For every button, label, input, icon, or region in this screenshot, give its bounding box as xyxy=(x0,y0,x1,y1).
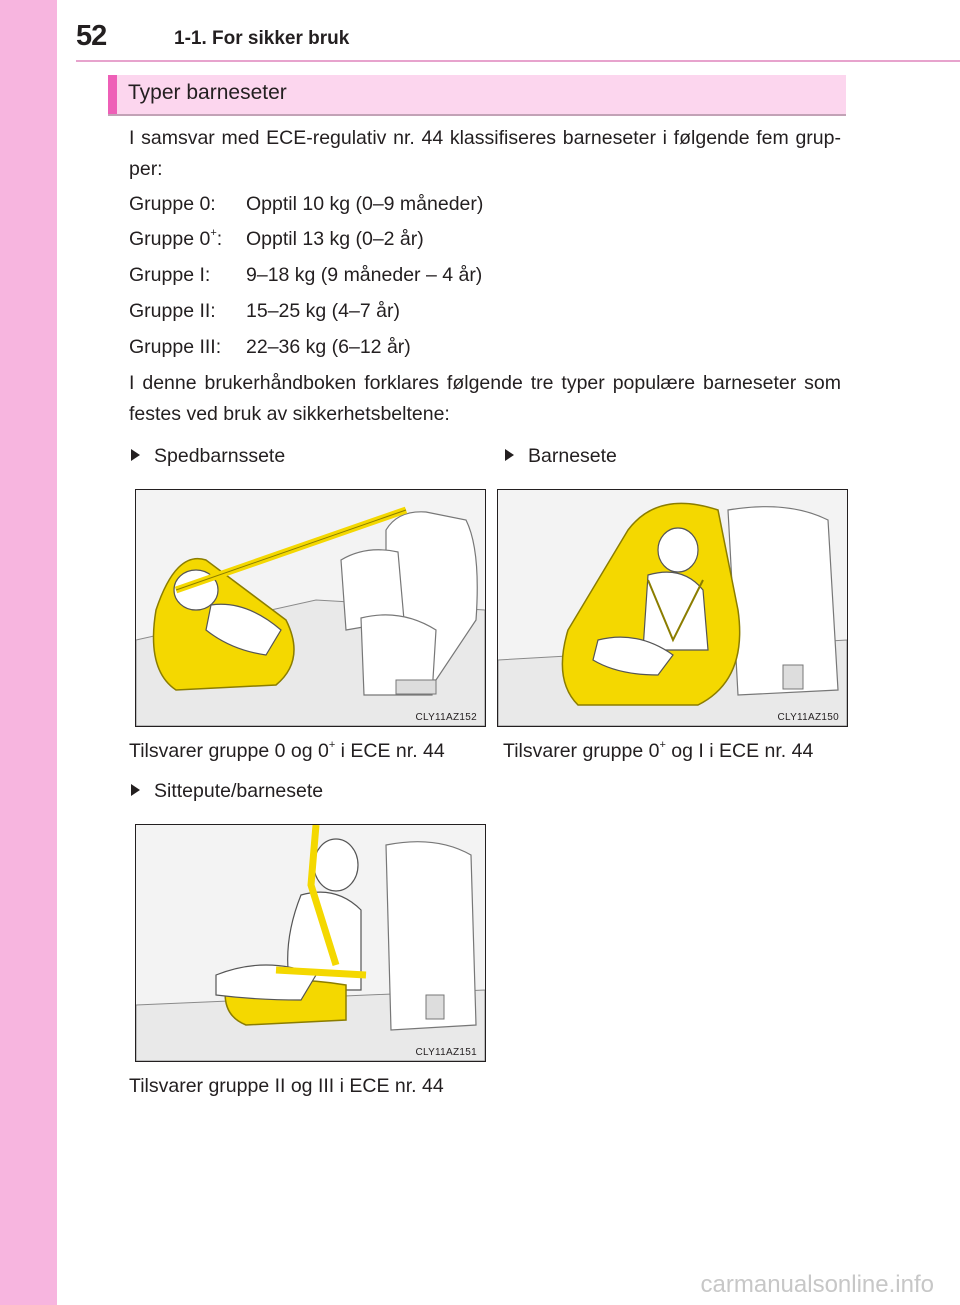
bullet-infant-seat xyxy=(131,445,285,468)
caption-child-seat: Tilsvarer gruppe 0+ og I i ECE nr. 44 xyxy=(503,739,814,762)
image-code: CLY11AZ151 xyxy=(415,1047,477,1058)
section-heading xyxy=(108,75,846,116)
image-code: CLY11AZ152 xyxy=(415,712,477,723)
bullet-label: Spedbarnssete xyxy=(154,445,286,467)
types-paragraph: I denne brukerhåndboken forklares følgende tre typer populære barneseter som festes ved bruk av sikkerhetsbeltene: xyxy=(129,372,841,425)
group-value: 15–25 kg (4–7 år) xyxy=(246,300,400,322)
child-seat-illustration xyxy=(497,489,848,727)
caption-booster-seat: Tilsvarer gruppe II og III i ECE nr. 44 xyxy=(129,1075,444,1097)
side-band xyxy=(0,0,57,1305)
header-rule xyxy=(76,60,960,62)
bullet-booster-seat xyxy=(131,780,323,803)
page-number: 52 xyxy=(76,20,107,52)
group-label: Gruppe I: xyxy=(129,264,211,286)
section-title: 1-1. For sikker bruk xyxy=(174,28,350,49)
intro-paragraph: I samsvar med ECE-regulativ nr. 44 klassifiseres barneseter i følgende fem grup-per: xyxy=(129,127,841,180)
caption-infant-seat: Tilsvarer gruppe 0 og 0+ i ECE nr. 44 xyxy=(129,739,445,762)
bullet-child-seat xyxy=(505,445,617,468)
triangle-bullet-icon xyxy=(505,449,514,461)
booster-seat-illustration xyxy=(135,824,486,1062)
group-value: 9–18 kg (9 måneder – 4 år) xyxy=(246,264,483,286)
infant-seat-illustration xyxy=(135,489,486,727)
group-value: Opptil 13 kg (0–2 år) xyxy=(246,228,424,250)
watermark: carmanualsonline.info xyxy=(700,1271,934,1298)
group-label: Gruppe II: xyxy=(129,300,216,322)
bullet-label: Sittepute/barnesete xyxy=(154,780,324,802)
heading-accent-bar xyxy=(108,75,117,114)
triangle-bullet-icon xyxy=(131,784,140,796)
group-label: Gruppe III: xyxy=(129,336,222,358)
group-value: 22–36 kg (6–12 år) xyxy=(246,336,411,358)
heading-text: Typer barneseter xyxy=(128,81,287,104)
group-label: Gruppe 0: xyxy=(129,193,216,215)
triangle-bullet-icon xyxy=(131,449,140,461)
image-code: CLY11AZ150 xyxy=(777,712,839,723)
group-label: Gruppe 0+: xyxy=(129,227,223,250)
bullet-label: Barnesete xyxy=(528,445,617,467)
group-value: Opptil 10 kg (0–9 måneder) xyxy=(246,193,484,215)
